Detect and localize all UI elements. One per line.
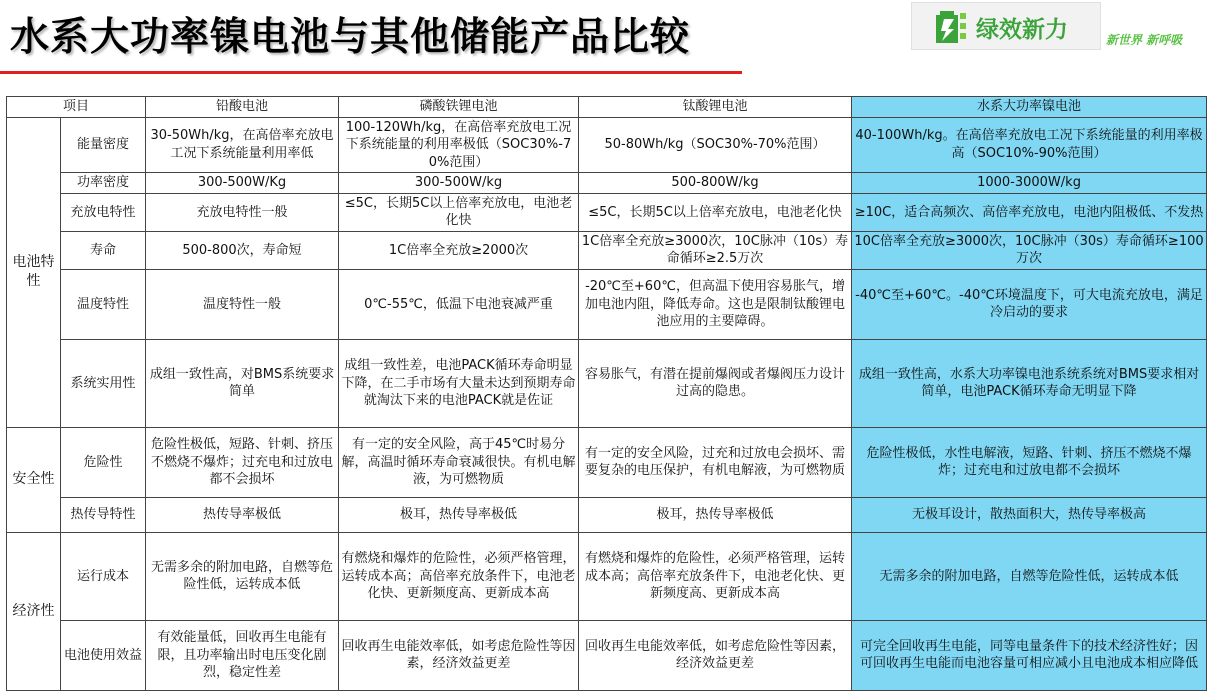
table-row bbox=[7, 231, 1207, 269]
table-row bbox=[7, 339, 1207, 427]
table-cell: -40℃至+60℃。-40℃环境温度下，可大电流充放电，满足冷启动的要求 bbox=[852, 269, 1207, 339]
table-cell: 40-100Wh/kg。在高倍率充放电工况下系统能量的利用率极高（SOC10%-90%范围） bbox=[852, 117, 1207, 173]
table-row bbox=[7, 497, 1207, 532]
table-row bbox=[7, 173, 1207, 194]
table-cell: 无极耳设计，散热面积大，热传导率极高 bbox=[852, 497, 1207, 532]
row-label: 系统实用性 bbox=[61, 339, 146, 427]
table-cell: 1000-3000W/kg bbox=[852, 173, 1207, 194]
title-underline bbox=[0, 71, 742, 74]
category-cell: 安全性 bbox=[7, 427, 61, 532]
table-cell: 可完全回收再生电能，同等电量条件下的技术经济性好；因可回收再生电能而电池容量可相应减小且电池成本相应降低 bbox=[852, 620, 1207, 690]
row-label: 电池使用效益 bbox=[61, 620, 146, 690]
table-cell: 30-50Wh/kg，在高倍率充放电工况下系统能量利用率低 bbox=[146, 117, 339, 173]
table-cell: 危险性极低，短路、针刺、挤压不燃烧不爆炸；过充电和过放电都不会损坏 bbox=[146, 427, 339, 497]
table-cell: 0℃-55℃，低温下电池衰减严重 bbox=[339, 269, 579, 339]
row-label: 危险性 bbox=[61, 427, 146, 497]
table-cell: 危险性极低，水性电解液，短路、针刺、挤压不燃烧不爆炸；过充电和过放电都不会损坏 bbox=[852, 427, 1207, 497]
row-label: 充放电特性 bbox=[61, 193, 146, 231]
table-row bbox=[7, 269, 1207, 339]
table-cell: 极耳，热传导率极低 bbox=[339, 497, 579, 532]
header-cell: 铅酸电池 bbox=[146, 97, 339, 118]
comparison-table bbox=[6, 96, 1207, 691]
table-cell: 有效能量低，回收再生电能有限，且功率输出时电压变化剧烈，稳定性差 bbox=[146, 620, 339, 690]
table-cell: -20℃至+60℃，但高温下使用容易胀气，增加电池内阻，降低寿命。这也是限制钛酸锂电池应用的主要障碍。 bbox=[579, 269, 852, 339]
table-cell: 温度特性一般 bbox=[146, 269, 339, 339]
table-cell: ≤5C，长期5C以上倍率充放电，电池老化快 bbox=[579, 193, 852, 231]
row-label: 运行成本 bbox=[61, 532, 146, 620]
table-row bbox=[7, 117, 1207, 173]
table-cell: 500-800W/kg bbox=[579, 173, 852, 194]
table-cell: 1C倍率全充放≥2000次 bbox=[339, 231, 579, 269]
table-cell: 100-120Wh/kg，在高倍率充放电工况下系统能量的利用率极低（SOC30%-70%范围） bbox=[339, 117, 579, 173]
table-cell: 500-800次，寿命短 bbox=[146, 231, 339, 269]
table-cell: 300-500W/kg bbox=[339, 173, 579, 194]
table-cell: ≤5C，长期5C以上倍率充放电，电池老化快 bbox=[339, 193, 579, 231]
table-cell: 成组一致性差，电池PACK循环寿命明显下降，在二手市场有大量未达到预期寿命就淘汰下来的电池PACK就是佐证 bbox=[339, 339, 579, 427]
table-cell: 回收再生电能效率低，如考虑危险性等因素，经济效益更差 bbox=[339, 620, 579, 690]
row-label: 热传导特性 bbox=[61, 497, 146, 532]
table-cell: 充放电特性一般 bbox=[146, 193, 339, 231]
logo-icon bbox=[934, 9, 968, 45]
table-row bbox=[7, 427, 1207, 497]
logo-text: 绿效新力 bbox=[976, 17, 1068, 43]
slogan: 新世界 新呼吸 bbox=[1106, 33, 1183, 47]
row-label: 温度特性 bbox=[61, 269, 146, 339]
header-cell: 磷酸铁锂电池 bbox=[339, 97, 579, 118]
table-cell: ≥10C，适合高频次、高倍率充放电，电池内阻极低、不发热 bbox=[852, 193, 1207, 231]
table-cell: 成组一致性高，对BMS系统要求简单 bbox=[146, 339, 339, 427]
table-cell: 回收再生电能效率低，如考虑危险性等因素，经济效益更差 bbox=[579, 620, 852, 690]
table-cell: 10C倍率全充放≥3000次，10C脉冲（30s）寿命循环≥100万次 bbox=[852, 231, 1207, 269]
row-label: 寿命 bbox=[61, 231, 146, 269]
table-cell: 无需多余的附加电路，自燃等危险性低，运转成本低 bbox=[146, 532, 339, 620]
category-cell: 电池特性 bbox=[7, 117, 61, 427]
table-cell: 极耳，热传导率极低 bbox=[579, 497, 852, 532]
table-cell: 热传导率极低 bbox=[146, 497, 339, 532]
category-cell: 经济性 bbox=[7, 532, 61, 690]
table-cell: 300-500W/Kg bbox=[146, 173, 339, 194]
table-cell: 有一定的安全风险，高于45℃时易分解，高温时循环寿命衰减很快。有机电解液，为可燃物质 bbox=[339, 427, 579, 497]
company-logo bbox=[911, 2, 1101, 50]
header-row bbox=[7, 97, 1207, 118]
table-row bbox=[7, 193, 1207, 231]
table-cell: 有燃烧和爆炸的危险性，必须严格管理，运转成本高；高倍率充放条件下，电池老化快、更新频度高、更新成本高 bbox=[339, 532, 579, 620]
table-cell: 有一定的安全风险，过充和过放电会损坏、需要复杂的电压保护，有机电解液，为可燃物质 bbox=[579, 427, 852, 497]
page-title: 水系大功率镍电池与其他储能产品比较 bbox=[10, 15, 691, 60]
table-cell: 50-80Wh/kg（SOC30%-70%范围） bbox=[579, 117, 852, 173]
row-label: 功率密度 bbox=[61, 173, 146, 194]
table-cell: 1C倍率全充放≥3000次，10C脉冲（10s）寿命循环≥2.5万次 bbox=[579, 231, 852, 269]
header-cell: 项目 bbox=[7, 97, 146, 118]
table-cell: 无需多余的附加电路，自燃等危险性低，运转成本低 bbox=[852, 532, 1207, 620]
table-cell: 容易胀气，有潜在提前爆阀或者爆阀压力设计过高的隐患。 bbox=[579, 339, 852, 427]
table-cell: 有燃烧和爆炸的危险性，必须严格管理，运转成本高；高倍率充放条件下，电池老化快、更新频度高、更新成本高 bbox=[579, 532, 852, 620]
table-row bbox=[7, 620, 1207, 690]
row-label: 能量密度 bbox=[61, 117, 146, 173]
table-row bbox=[7, 532, 1207, 620]
table-cell: 成组一致性高，水系大功率镍电池系统系统对BMS要求相对简单，电池PACK循环寿命无明显下降 bbox=[852, 339, 1207, 427]
header-cell: 水系大功率镍电池 bbox=[852, 97, 1207, 118]
header-cell: 钛酸锂电池 bbox=[579, 97, 852, 118]
